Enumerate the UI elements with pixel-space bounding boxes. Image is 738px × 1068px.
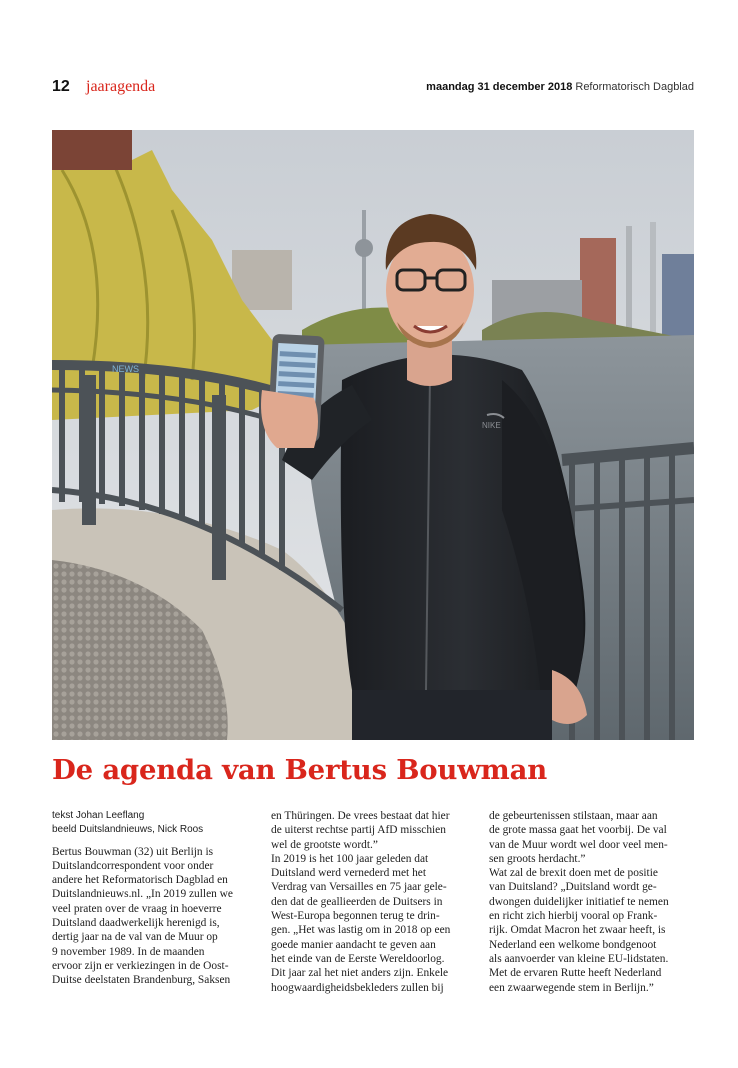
photo-illustration <box>52 130 694 740</box>
section-title: jaaragenda <box>86 78 156 95</box>
body-line: Dit jaar zal het niet anders zijn. Enkele <box>271 967 449 980</box>
body-line: Wat zal de brexit doen met de positie <box>489 867 658 880</box>
body-line: de grote massa gaat het voorbij. De val <box>489 824 667 837</box>
issue-date: maandag 31 december 2018 <box>426 81 573 93</box>
body-line: gen. „Het was lastig om in 2018 op een <box>271 924 451 937</box>
body-line: het einde van de Eerste Wereldoorlog. <box>271 952 445 965</box>
body-line: West-Europa begonnen terug te drin- <box>271 910 440 923</box>
building-left <box>52 130 132 170</box>
page-number: 12 <box>52 78 70 95</box>
svg-text:NIKE: NIKE <box>482 421 501 430</box>
body-line: dertig jaar na de val van de Muur op <box>52 931 218 944</box>
body-line: van Duitsland? „Duitsland wordt ge- <box>489 881 657 894</box>
page-header <box>52 78 694 100</box>
credit-photo: beeld Duitslandnieuws, Nick Roos <box>52 824 204 836</box>
dateline <box>426 81 694 93</box>
phone-news-label: NEWS <box>112 364 139 374</box>
body-line: als aanvoerder van kleine EU-lidstaten. <box>489 952 669 965</box>
body-line: een zwaarwegende stem in Berlijn.” <box>489 981 654 994</box>
headline: De agenda van Bertus Bouwman <box>52 754 547 786</box>
body-line: Duitsland werd vernederd met het <box>271 867 426 880</box>
body-line: Verdrag van Versailles en 75 jaar gele- <box>271 881 447 894</box>
article-photo <box>52 130 694 740</box>
body-line: goede manier aandacht te geven aan <box>271 938 436 951</box>
body-line: Nederland een welkome bondgenoot <box>489 938 657 951</box>
body-line: Duitsland daadwerkelijk herenigd is, <box>52 917 220 930</box>
body-line: van de Muur wordt wel door veel men- <box>489 838 668 851</box>
body-line: Duitslandnieuws.nl. „In 2019 zullen we <box>52 888 233 901</box>
body-line: rijk. Omdat Macron het zwaar heeft, is <box>489 924 666 937</box>
body-line: andere het Reformatorisch Dagblad en <box>52 874 228 887</box>
body-line: Duitse deelstaten Brandenburg, Saksen <box>52 974 231 987</box>
body-line: Bertus Bouwman (32) uit Berlijn is <box>52 845 214 858</box>
body-line: 9 november 1989. In de maanden <box>52 945 205 958</box>
body-line: de gebeurtenissen stilstaan, maar aan <box>489 810 658 822</box>
publication-name: Reformatorisch Dagblad <box>575 81 694 93</box>
body-line: en Thüringen. De vrees bestaat dat hier <box>271 810 450 822</box>
credit-text: tekst Johan Leeflang <box>52 810 145 821</box>
body-line: Met de ervaren Rutte heeft Nederland <box>489 967 662 980</box>
body-line: en richt zich hierbij vooral op Frank- <box>489 910 658 923</box>
body-line: veel praten over de vraag in hoeverre <box>52 902 222 915</box>
body-line: dwongen duidelijker initiatief te nemen <box>489 895 669 908</box>
body-line: hoogwaardigheidsbekleders zullen bij <box>271 981 444 994</box>
body-line: den dat de geallieerden de Duitsers in <box>271 895 443 908</box>
body-line: ervoor zijn er verkiezingen in de Oost- <box>52 959 229 972</box>
article-column-1 <box>52 809 258 988</box>
body-line: wel de grootste wordt.” <box>271 838 378 851</box>
body-line: In 2019 is het 100 jaar geleden dat <box>271 852 429 865</box>
article-column-2 <box>271 809 477 995</box>
body-line: Duitslandcorrespondent voor onder <box>52 859 214 872</box>
article-column-3 <box>489 809 695 995</box>
jeans <box>352 690 552 740</box>
body-line: de uiterst rechtse partij AfD misschien <box>271 824 446 837</box>
body-line: sen groots herdacht.” <box>489 852 586 865</box>
